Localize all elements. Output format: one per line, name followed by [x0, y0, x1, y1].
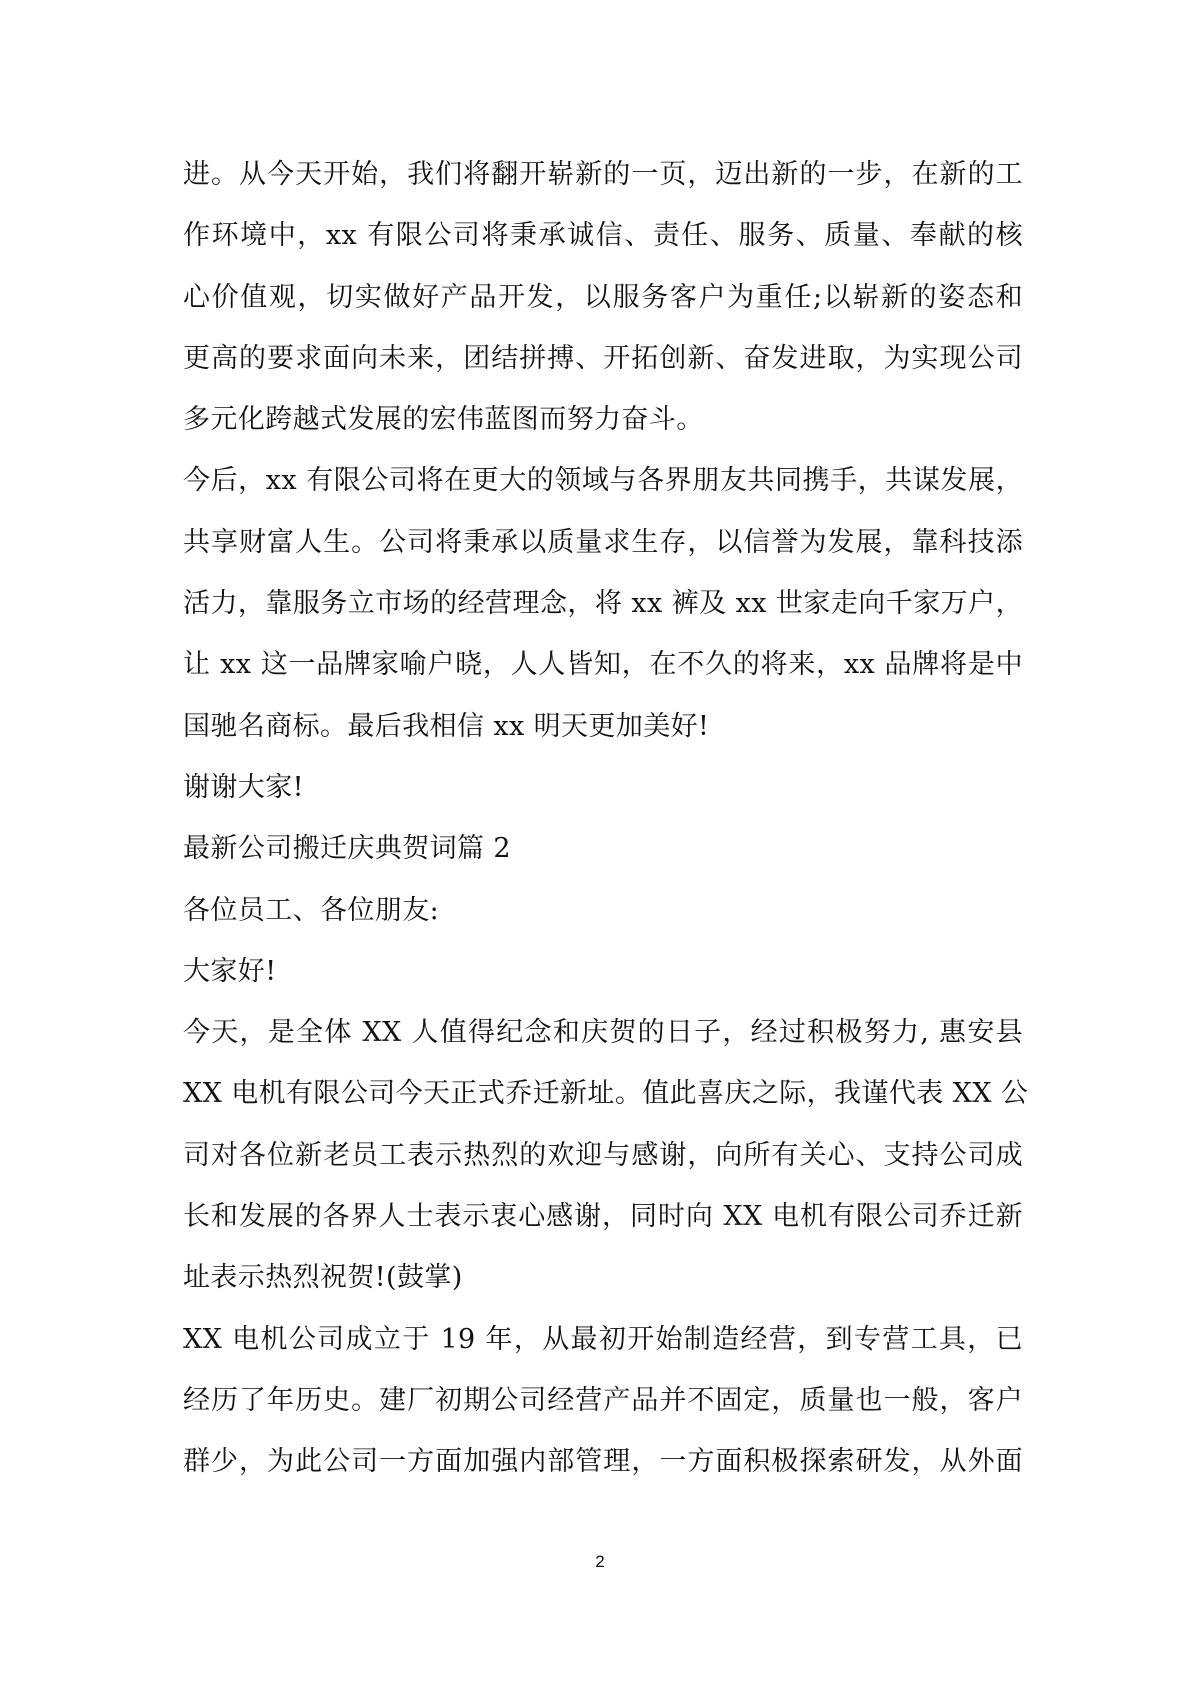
text-line: 共享财富人生。公司将秉承以质量求生存，以信誉为发展，靠科技添: [183, 526, 1023, 558]
text-line: 今后，xx 有限公司将在更大的领域与各界朋友共同携手，共谋发展，: [183, 465, 1023, 497]
text-line: 作环境中，xx 有限公司将秉承诚信、责任、服务、质量、奉献的核: [183, 220, 1023, 252]
body-text: [183, 144, 1029, 1493]
text-line: XX 电机公司成立于 19 年，从最初开始制造经营，到专营工具，已: [183, 1323, 1023, 1355]
text-line: 国驰名商标。最后我相信 xx 明天更加美好!: [183, 710, 710, 742]
text-line: 各位员工、各位朋友:: [183, 894, 440, 926]
page-number: 2: [595, 1552, 605, 1571]
text-line: 谢谢大家!: [183, 771, 304, 803]
text-line: 司对各位新老员工表示热烈的欢迎与感谢，向所有关心、支持公司成: [183, 1139, 1023, 1171]
text-line: 心价值观，切实做好产品开发，以服务客户为重任;以崭新的姿态和: [183, 281, 1023, 313]
text-line: 长和发展的各界人士表示衷心感谢，同时向 XX 电机有限公司乔迁新: [183, 1201, 1023, 1233]
text-line: 大家好!: [183, 955, 277, 987]
text-line: 群少，为此公司一方面加强内部管理，一方面积极探索研发，从外面: [183, 1446, 1023, 1478]
text-line: 最新公司搬迁庆典贺词篇 2: [183, 833, 511, 865]
text-line: 多元化跨越式发展的宏伟蓝图而努力奋斗。: [183, 404, 704, 436]
text-line: 活力，靠服务立市场的经营理念，将 xx 裤及 xx 世家走向千家万户，: [183, 588, 1023, 620]
text-line: 今天，是全体 XX 人值得纪念和庆贺的日子，经过积极努力, 惠安县: [183, 1017, 1023, 1049]
text-line: 经历了年历史。建厂初期公司经营产品并不固定，质量也一般，客户: [183, 1384, 1023, 1416]
text-line: 进。从今天开始，我们将翻开崭新的一页，迈出新的一步，在新的工: [183, 159, 1023, 190]
text-line: 让 xx 这一品牌家喻户晓，人人皆知，在不久的将来，xx 品牌将是中: [183, 649, 1023, 681]
text-line: 更高的要求面向未来，团结拼搏、开拓创新、奋发进取，为实现公司: [183, 342, 1023, 374]
text-line: XX 电机有限公司今天正式乔迁新址。值此喜庆之际，我谨代表 XX 公: [183, 1078, 1029, 1110]
text-line: 址表示热烈祝贺!(鼓掌): [183, 1262, 463, 1294]
